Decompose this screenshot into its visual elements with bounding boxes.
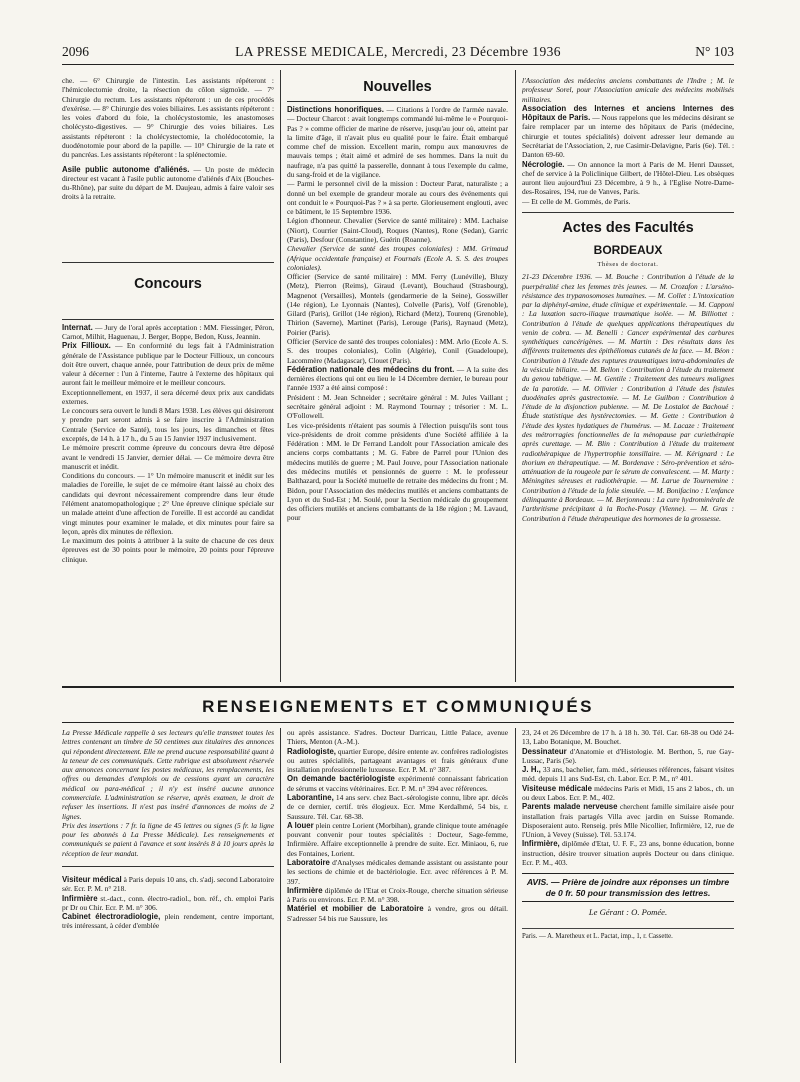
page-header xyxy=(62,44,734,60)
section-rule xyxy=(522,212,734,213)
asile-title: Asile public autonome d'aliénés. xyxy=(62,164,190,174)
ad-bacteriologiste: On demande bactériologiste expérimenté connaissant fabrication de sérums et vaccins vétérinaires. Ecr. P. M. n° 394 avec références. xyxy=(287,774,508,793)
asile-text: — Un poste de médecin directeur est vacant à l'asile public autonome d'aliénés d'Aix (Bouches-du-Rhône), par suite du départ de M. Daujeau, admis à faire valoir ses droits à la retraite. xyxy=(62,164,274,202)
ad-continued: ou après assistance. S'adres. Docteur Darricau, Little Palace, avenue Thiers, Menton (A.-M.). xyxy=(287,728,508,747)
section-rule xyxy=(287,101,508,102)
ad-visiteur: Visiteur médical à Paris depuis 10 ans, ch. s'adj. second Laboratoire sér. Ecr. P. M. n° 218. xyxy=(62,874,274,894)
nouvelles-heading: Nouvelles xyxy=(363,79,432,95)
internes-notice xyxy=(522,104,734,160)
bureau-paragraph: Président : M. Jean Schneider ; secrétaire général : M. Jules Vaillant ; secrétaire général adjoint : M. Raymond Tournay ; trésorier : M. L. O'Followell. xyxy=(287,392,508,421)
section-rule xyxy=(62,319,274,320)
internat-text: — Jury de l'oral après acceptation : MM. Fiessinger, Péron, Carnot, Milhit, Haguenau, J. Berger, Boppe, Bedon, Kuss, Jeannin. xyxy=(62,322,274,341)
column-divider xyxy=(280,70,281,682)
personnel-paragraph: — Parmi le personnel civil de la mission : Docteur Parat, naturaliste ; a donné un bel exemple de grandeur morale au cours des événements qui ont conduit le « Pourquoi-Pas ? » à sa perte. Glorieusement englouti, avec ce bâtiment, le 15 Septembre 1936. xyxy=(287,179,508,217)
ad-cabinet: Cabinet électroradiologie, plein rendement, centre important, très intéressant, à céder d'emblée xyxy=(62,912,274,931)
ads-pricing: Prix des insertions : 7 fr. la ligne de 45 lettres ou signes (5 fr. la ligne pour les abonnés à La Presse Médicale). Les renseignements et communiqués se paient à l'avance et sont insérés 8 à 10 jours après la réception de leur mandat. xyxy=(62,820,274,858)
ad-materiel: Matériel et mobilier de Laboratoire à vendre, gros ou détail. S'adresser 54 bis rue Saussure, les xyxy=(287,904,508,923)
ad-radiologiste: Radiologiste, quartier Europe, désire entente av. confrères radiologistes ou autres spécialités, partageant avantages et frais généraux d'une installation professionnelle luxueuse. Ecr. P. M. n° 387. xyxy=(287,746,508,775)
ad-dessinateur: Dessinateur d'Anatomie et d'Histologie. M. Berthon, 5, rue Gay-Lussac, Paris (5e). xyxy=(522,746,734,765)
column-divider xyxy=(280,728,281,1063)
ads-column-middle xyxy=(287,728,508,1063)
ad-infirmiere-2: Infirmière diplômée de l'Etat et Croix-Rouge, cherche situation sérieuse à Paris ou environs. Ecr. P. M. n° 398. xyxy=(287,885,508,905)
asile-notice xyxy=(62,165,274,202)
ad-laborantine: Laborantine, 14 ans serv. chez Bact.-sérologiste connu, libre apr. décès de ce dernier, certif. très élogieux. Ecr. Mme Kerdalhmé, 54 bis, r. Saussure. Tél. Car. 68-38. xyxy=(287,792,508,821)
gommes-paragraph: — Et celle de M. Gommès, de Paris. xyxy=(522,196,631,206)
section-rule xyxy=(62,262,274,263)
ad-jh: J. H., 33 ans, bachelier, fam. méd., sérieuses références, faisant visites méd. depuis 11 ans Sud-Est, ch. Labor. Ecr. P. M., n° 401. xyxy=(522,765,734,784)
distinctions-text: — Citations à l'ordre de l'armée navale. — Docteur Charcot : avait longtemps commandé lui-même le « Pourquoi-Pas ? » comme officier de marine de réserve, jusqu'au jour où, atteint par la limite d'âge, il n'avait plus eu qualité pour le faire. Était embarqué comme chef de mission. Excellent marin, rompu aux manœuvres de mauvais temps ; était aimé et admiré de ses hommes. Dans la nuit du naufrage, n'a pas quitté la passerelle, donnant à tous l'exemple du calme, du sang-froid et de la vigilance. xyxy=(287,105,508,179)
ads-column-left xyxy=(62,728,274,1063)
internes-text: — Nous rappelons que les médecins désirant se faire remplacer par un interne des hôpitaux de Paris (médecine, chirurgie et toutes spécialités) doivent adresser leur demande au Secrétariat de l'Association, 2, rue Casimir-Delavigne, Paris (6e). Tél. : Danton 69-60. xyxy=(522,113,734,160)
column-divider xyxy=(515,70,516,682)
maximum-paragraph: Le maximum des points à attribuer à la suite de chacune de ces deux épreuves est de 30 points pour le mémoire, 20 points pour l'épreuve clinique. xyxy=(62,536,274,564)
bordeaux-heading: BORDEAUX xyxy=(593,242,663,257)
ad-infirmiere-3: Infirmière, diplômée d'Etat, U. F. F., 23 ans, bonne éducation, bonne instruction, désire trouver situation auprès Docteur ou dans clinique. Ecr. P. M., 403. xyxy=(522,839,734,867)
surgery-list-text: che. — 6° Chirurgie de l'intestin. Les assistants répéteront : l'hémicolectomie droite, la résection du côlon sigmoïde. — 7° Chirurgie du rectum. Les assistants répéteront : un de ces procédés d'exérèse. — 8° Chirurgie des voies biliaires. Les assistants répéteront : les voies d'abord du foie, la cholécystostomie, les anastomoses cholécysto-digestives. — 9° Chirurgie des voies biliaires. Les assistants répéteront : la cholécystectomie, la cholédocotomie, la duodénotomie pour abord de la papille. — 10° Chirurgie de la rate et du pancréas. Les assistants répéteront : la splénectomie. xyxy=(62,76,274,160)
avis-notice: AVIS. — Prière de joindre aux réponses un timbre de 0 fr. 50 pour transmission des lettres. xyxy=(522,873,734,902)
section-rule-bottom xyxy=(62,722,734,723)
ads-intro: La Presse Médicale rappelle à ses lecteurs qu'elle transmet toutes les lettres contenant un timbre de 50 centimes aux titulaires des annonces qui répondent directement. Elle ne prend aucune responsabilité quant à la teneur de ces communiqués. Cette rubrique est absolument réservée aux annonces concernant les postes médicaux, les remplacements, les offres ou demandes d'emplois ou de cessions ayant un caractère médical ou para-médical ; il n'y est inséré aucune annonce commerciale. L'administration se réserve, après examen, le droit de refuser les insertions. Il n'est pas inséré d'annonces de moins de 2 lignes. xyxy=(62,728,274,821)
officier-paragraph-1: Officier (Service de santé militaire) : MM. Ferry (Lunéville), Bluzy (Metz), Pierron (Reims), Giraud (Levant), Bouchaud (Strasbourg), Magnenot (Versailles), Montels (gendarmerie de la Seine), Gosswiller (14e région), Le Lyonnais (Nantes), Colvelle (Paris), Volf (Grenoble), Gilard (Paris), Grillot (14e région), Richard (Metz), Tourenq (Grenoble), Thirion (Saverne), Martinet (Paris), Lerouge (Paris), Raynaud (Metz), Poirier (Paris). xyxy=(287,272,508,337)
necrologie-text: — On annonce la mort à Paris de M. Henri Dausset, chef de service à la Policlinique Gilbert, de l'Hôtel-Dieu. Les obsèques auront lieu aujourd'hui 23 Décembre, à 9 h., à l'Eglise Notre-Dame-des-Rosaires, 194, rue de Vanves, Paris. xyxy=(522,159,734,197)
column-divider xyxy=(515,728,516,1063)
section-rule-top xyxy=(62,686,734,688)
distinctions-notice xyxy=(287,105,508,179)
federation-notice xyxy=(287,365,508,393)
renseignements-title: RENSEIGNEMENTS ET COMMUNIQUÉS xyxy=(202,697,594,716)
necrologie-notice xyxy=(522,160,734,197)
journal-title: LA PRESSE MEDICALE, Mercredi, 23 Décembre 1936 xyxy=(235,44,561,59)
vice-presidents-paragraph: Les vice-présidents n'étaient pas soumis à l'élection puisqu'ils sont tous vice-présidents de droit comme présidents d'une Société affiliée à la Fédération : MM. le Dr Ferrand Landolt pour l'Association amicale des anciens corps combattants ; M. G. Fabre de Parrel pour l'Union des médecins mutilés de guerre ; M. Paul Jouve, pour l'Association nationale des médecins mutilés et pensionnés de guerre : M. le professeur Balthazard, pour la Société mutuelle de retraite des médecins du front ; M. Bidon, pour l'Association des médecins mutilés et anciens combattants de Lyon et du Sud-Est ; M. Soulé, pour la Section médicale du groupement des officiers mutilés et anciens combattants de la 18e région ; M. Lavaud, pour xyxy=(287,420,508,523)
legion-paragraph: Légion d'honneur. Chevalier (Service de santé militaire) : MM. Lachaise (Niort), Courrier (Saint-Cloud), Roques (Nantes), Rone (Sedan), Garric (Paris), Desfour (Constantine), Guérin (Roanne). xyxy=(287,216,508,244)
federation-title: Fédération nationale des médecins du front. xyxy=(287,364,455,374)
association-paragraph: l'Association des médecins anciens combattants de l'Indre ; M. le professeur Sorel, pour l'Association amicale des médecins mobilisés militaires. xyxy=(522,76,734,104)
printer-line: Paris. — A. Maretheux et L. Pactat, imp., 1, r. Cassette. xyxy=(522,928,734,941)
issue-number: N° 103 xyxy=(695,44,734,59)
column-right xyxy=(522,76,734,682)
theses-heading: Thèses de doctorat. xyxy=(597,260,659,268)
section-rule xyxy=(62,866,274,867)
exceptionnel-paragraph: Exceptionnellement, en 1937, il sera décerné deux prix aux candidats externes. xyxy=(62,387,274,406)
necrologie-title: Nécrologie. xyxy=(522,159,565,169)
gerant-line: Le Gérant : O. Pomée. xyxy=(588,907,668,918)
ad-laboratoire: Laboratoire d'Analyses médicales demande assistant ou assistante pour les sections de chimie et de bactériologie. Ecr. avec références à P. M. 397. xyxy=(287,857,508,886)
internat-title: Internat. xyxy=(62,322,93,332)
column-middle xyxy=(287,76,508,682)
ad-visiteuse: Visiteuse médicale médecins Paris et Midi, 15 ans 2 labos., ch. un ou deux Labos. Ecr. P. M., 402. xyxy=(522,783,734,802)
prix-fillioux-notice xyxy=(62,341,274,387)
internes-title: Association des Internes et anciens Internes des Hôpitaux de Paris. xyxy=(522,103,734,123)
ad-infirmiere: Infirmière st.-dact., conn. électro-radiol., bon. réf., ch. emploi Paris pr Dr ou Chir. Ecr. P. M. n° 306. xyxy=(62,893,274,912)
ad-dates: 23, 24 et 26 Décembre de 17 h. à 18 h. 30. Tél. Car. 68-38 ou Odé 24-13, Labo Botanique, M. Bouchet. xyxy=(522,728,734,747)
distinctions-title: Distinctions honorifiques. xyxy=(287,105,384,114)
ad-parents: Parents malade nerveuse cherchent famille similaire aisée pour installation frais partagés Villa avec jardin en Suisse Romande. Disposeraient auto. Renseig. près Mlle Nicollier, Infirmière, 12, rue de l'Union, à Vevey (Suisse). Tél. 53.174. xyxy=(522,802,734,840)
page-number: 2096 xyxy=(62,44,89,59)
ad-a-louer: A louer plein centre Lorient (Morbihan), grande clinique toute aménagée pouvant convenir pour toutes spécialités : Docteur, Sage-femme, Infirmière. Affaire exceptionnelle à prendre de suite. Ecr. Miniaou, 6, rue des Fontaines, Lorient. xyxy=(287,820,508,858)
conditions-paragraph: Conditions du concours. — 1° Un mémoire manuscrit et inédit sur les maladies de l'oreille, le sujet de ce mémoire étant laissé au choix des candidats qui devront nécessairement comprendre dans leur étude l'élément anatomopathologique ; 2° Une épreuve clinique spéciale sur un malade atteint d'une affection de l'oreille. Il est accordé au candidat vingt minutes pour examiner le malade, et dix minutes pour faire sa leçon, après dix minutes de réflexion. xyxy=(62,471,274,536)
prix-title: Prix Fillioux. xyxy=(62,341,111,351)
concours-paragraph: Le concours sera ouvert le lundi 8 Mars 1938. Les élèves qui désireront y prendre part seront admis à se faire inscrire à l'Administration Centrale (Service de Santé), tous les jours, les dimanches et fêtes exceptés, de 14 h. à 17 h., du 5 au 15 Janvier 1937 inclusivement. xyxy=(62,406,274,444)
ads-column-right xyxy=(522,728,734,1063)
officier-paragraph-2: Officier (Service de santé des troupes coloniales) : MM. Arlo (Ecole A. S. S. des troupes coloniales), Colin (Algérie), Conil (Guadeloupe), Lacommère (Madagascar), Clouet (Paris). xyxy=(287,337,508,365)
header-rule xyxy=(62,64,734,65)
concours-heading: Concours xyxy=(134,275,202,292)
column-left xyxy=(62,76,274,682)
memoire-paragraph: Le mémoire prescrit comme épreuve du concours devra être déposé avant le vendredi 15 Janvier, dernier délai. — Ce mémoire devra être manuscrit et inédit. xyxy=(62,443,274,471)
prix-text: — En conformité du legs fait à l'Administration générale de l'Assistance publique par le Docteur Fillioux, un concours doit être ouvert, chaque année, pour l'attribution de deux prix de même valeur à décerner : l'un à l'interne, l'autre à l'externe des hôpitaux qui auront fait le meilleur mémoire et le meilleur concours. xyxy=(62,341,274,388)
federation-text: — A la suite des dernières élections qui ont eu lieu le 14 Décembre dernier, le bureau pour l'année 1937 a été ainsi composé : xyxy=(287,364,508,393)
theses-list: 21-23 Décembre 1936. — M. Bouche : Contribution à l'étude de la puerpéralité chez les femmes très jeunes. — M. Crozafon : L'arséno-résistance des trypanosomoses humaines. — M. Collet : L'intoxication par la diphényl-amine, étude clinique et expérimentale. — M. Capponi : La luxation sacro-iliaque traumatique isolée. — M. Billiottet : Contribution à l'étude de quelques applications thérapeutiques du venin de cobra. — M. Benelli : Cancer expérimental des carbures synthétiques cancérigènes. — M. Martin : Des résultats dans les différents traitements des épithéliomas cutanés de la face. — M. Béon : Contribution à l'étude des ruptures traumatiques intra-abdominales de la vésicule biliaire. — M. Bellon : Contribution à l'étude du traitement du genou tabétique. — M. Gentile : Traitement des tumeurs malignes de la parotide. — M. Ollivier : Contribution à l'étude des fistules duodénales après gastrectomie. — M. Le Guilbon : Contribution à l'étude de la disjonction pubienne. — M. De Lostalot de Bachoué : Étude statistique des hystérectomies. — M. Gette : Contribution à l'étude des kystes hydatiques de l'humérus. — M. Lacaze : Traitement des métrorragies fonctionnelles de la ménopause par curiethérapie après curettage. — M. Blin : Contribution à l'étude du traitement radiothérapique de l'hypertrophie tonsillaire. — M. Kérignard : Le thorium en thérapeutique. — M. Bordenave : Séro-prévention et séro-atténuation de la rougeole par le sérum de convalescent. — M. Marty : Méningites séreuses et radiothérapie. — M. Larue de Tournemine : Contribution à l'étude de la folie simulée. — M. Bonifacino : L'enfance délinquante à Bordeaux. — M. Berjonneau : La cure hydrominérale de l'arthritisme précipitant à la Roche-Posay (Vienne). — M. Gras : Contribution à l'étude thérapeutique des hormones de la grossesse. xyxy=(522,272,734,523)
actes-heading: Actes des Facultés xyxy=(562,219,694,236)
internat-notice xyxy=(62,323,274,342)
chevalier-paragraph: Chevalier (Service de santé des troupes coloniales) : MM. Grimaud (Afrique occidentale française) et Fournals (Ecole A. S. S. des troupes coloniales). xyxy=(287,244,508,272)
